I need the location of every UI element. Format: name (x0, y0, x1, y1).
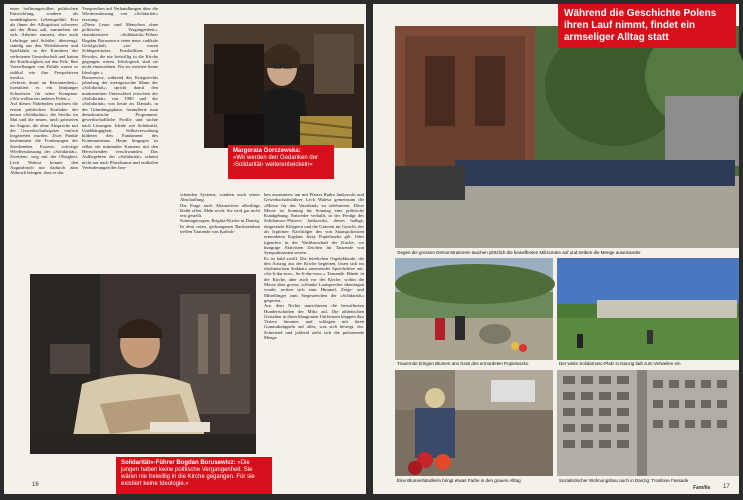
photo-militia-crowd (395, 26, 739, 248)
article-column-4: ken zusammen, um mit Pfarrer Radra Jankowski und Gewerkschaftsführer Lech Walesa gemeinsam die »Messe für das Vaterland« zu zelebrieren. Diese Messe ist Sonntag für Sonntag eine politische Kundgebung. Entweder verhallt, in der Predigt des Solidarnosc-Pfarrers Jankowski, dieses hallige, eingesetzte Klöppern und die Grüssen im Gesicht, der als legitimer Nachfolger des von Staatspolizisten ermordeten Kaplans Jerzy Popieluszko gilt. Oder irgendwo in der Nachbarschaft der Kirche, wo hungrige Aktivisten Zeichen für Tausende von Sympathisanten setzen. Es ist bald zwölf. Die feierlichen Orgelakkorde, die den Auszug aus der Kirche begleiten, lösen sich im rhythmischen Stakkato anwesender Sprechchöre auf: »So-li-dar-nosc, So-li-dar-nosc.« Tausende Hände in der Kirche, aber auch vor der Kirche, wohin die Messe über grosse, schlanke Lautsprecher übertragen wurde, recken sich zum Himmel, Zeige- und Mittelfinger zum Siegeszeichen der »Solidarität« gespreizt. Aus dem Nichts marschieren die bewaffneten Hundertschaften der Miliz auf. Die athletischen Gestalten in ihren blaugrauen Uniformen klappen ihre Visiere hinunter und schlagen mit ihren Gummiknüppeln auf alles, was sich bewegt, ein. Schreiend und johlend zieht sich die pulsierende Menge (264, 192, 364, 341)
caption-square: Der weite Solidarnosc-Platz in Danzig lädt zum Verweilen ein (559, 361, 681, 366)
square-image (557, 258, 739, 360)
caption-flowers: Trauernde bringen Blumen ans Grab des ermordeten Popieluszko (397, 361, 529, 366)
photo-flower-vendor (395, 370, 553, 476)
caption-man (116, 457, 272, 494)
headline: Während die Geschichte Polens ihren Lauf nimmt, findet ein armseliger Alltag statt (558, 4, 736, 48)
flower-vendor-image (395, 370, 553, 476)
photo-man (30, 274, 256, 454)
page-number-right: 17 (723, 484, 730, 490)
magazine-name: Familie (693, 485, 711, 491)
caption-housing: Sozialistischer Wohnungsbau auch in Danzig: Trostlose Fassade (559, 478, 689, 483)
left-page (4, 4, 366, 494)
photo-square (557, 258, 739, 360)
right-page (373, 4, 739, 494)
housing-image (557, 370, 739, 476)
grave-flowers-image (395, 258, 553, 360)
page-number-left: 16 (32, 482, 39, 488)
article-column-3: schenden Systems, sondern auch seiner Abschaffung. Die Frage nach Alternativen allerdings bleibt offen. Mehr noch: Sie wird gar nicht erst gestellt. Sonntagmorgen, Brigitta-Kirche in Danzig. In dem roten, gedrungenen Backsteinbau treffen Tausende von Katholi- (180, 192, 260, 235)
caption-man-quote: »Die jungen haben keine politische Vergangenheit. Sie wären nie freiwillig in die Kirche gegangen. Für sie existiert keine Ideologie.« (121, 460, 255, 487)
woman-portrait-image (204, 24, 364, 148)
man-portrait-image (30, 274, 256, 454)
caption-man-name: Solidarität«-Führer Bogdan Borusewicz: (121, 460, 236, 466)
article-column-1: einer hoffnungsvollen politischen Entwicklung, sondern als unabdingbares Lebensgefühl. Erst als ihnen der Alltagsfrust schwerer auf der Brust saß, sammelten sie sich. Arbeiter zumeist, aber auch Lehrlinge und Schüler, überzeugt, ständig aus den Wirtshäusern und Spielklubs in die Komitees der verbotenen Gewerkschaft und hatten der Kraftlosigkeit auf den Pelz. Ihre Vorstellungen von Politik waren so radikal wie ihre Perspektiven trostlos. »Schreis drauf an Besonnenheit«, formuliert es ein blutjunger Schweisser für seine Kumpane. »Wir wollen ein anderes Polen.« Auf diesen Nährboden wuchsen die ersten politischen Kraftakte der neuen »Solidarität«: die Streiks im Mai und die neuen, noch grösseren im August, die ohne Absprache mit der Gewerkschaftsspitze einfach losgetreten wurden. Zwei Punkte bestimmten die Forderungen der Streikenden. Erstens: sofortige Wiederzulassung der »Solidarität«. Zweitens: weg mit der Obrigkeit. Lech Walesa konnte den Augustbruch nur dadurch zum Abbruch bringen, dass er das (10, 6, 78, 176)
caption-vendor: Eine Blumenhändlerin bringt etwas Farbe in den grauen Alltag (397, 478, 521, 483)
photo-housing (557, 370, 739, 476)
photo-woman (204, 24, 364, 148)
caption-woman-name: Margorata Gorczewska: (233, 148, 301, 154)
caption-top: Gegen die grossen Demonstrationen tauchen plötzlich die bewaffneten Milizionäre auf und treiben die Menge auseinander (397, 250, 641, 255)
caption-woman-quote: »Wir werden den Gedanken der ›Solidarität‹ weiterentwickeln« (233, 155, 319, 168)
photo-grave-flowers (395, 258, 553, 360)
article-column-2: Versprechen auf Verhandlungen über die Wiederzulassung von »Solidarität« erzwang. »Diese Leute sind Menschen ohne politische Vergangenheit«, charakterisiert »Solidarität«-Führer Bogdan Borusewicz seine neue, radikale Gefolgschaft, »sie waren Schlagertrinker, Fussballfans und Rowdys, die nie freiwillig in die Kirche gegangen wären. Ideologisch sind sie nicht einzuordnen. Für sie existiert keine Ideologie.« Borusewicz, während des Kriegsrechts jahrelang der meistgesuchte Mann der »Solidarität«, spricht damit den markantesten Unterschied zwischen der »Solidarität« von 1980 und der »Solidarität« von heute an. Damals, in der Gründungsphase, formulierte man demokratische Programme, gewerkschaftliche Profile und suchte nach Lösungen. Ideale wie Solidarität, Unabhängigkeit, Selbstverwaltung bildeten den Fundament des Kommunismus. Heute hingegen ist selbst ein minimaler Konsens mit den Herrschenden verschwunden. Das Aufbegehren der »Solidarität« scheint nicht nur nach Pluralismus und radikalen Veränderungen des herr- (82, 6, 158, 170)
militia-crowd-image (395, 26, 739, 248)
caption-woman (228, 145, 334, 179)
